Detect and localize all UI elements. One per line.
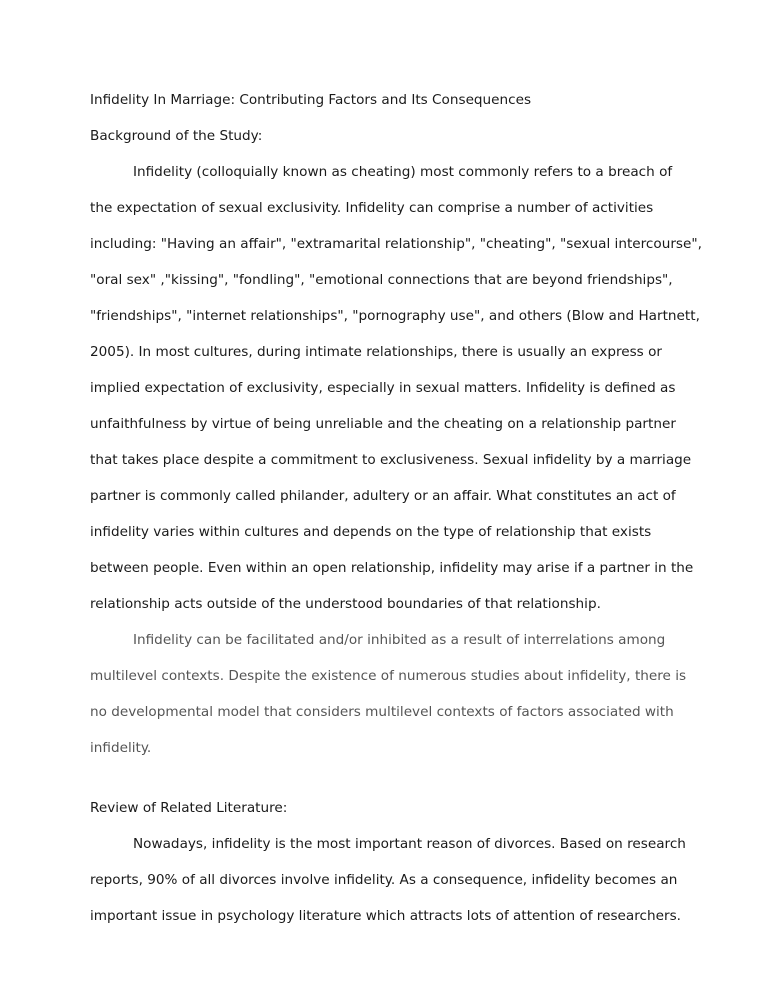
paragraph-line: important issue in psychology literature which attracts lots of attention of researchers. [90, 908, 681, 924]
paragraph-line: between people. Even within an open relationship, infidelity may arise if a partner in the [90, 560, 694, 576]
background-heading: Background of the Study: [90, 128, 263, 144]
paragraph-line: reports, 90% of all divorces involve infidelity. As a consequence, infidelity becomes an [90, 872, 678, 888]
paragraph-line: infidelity. [90, 740, 152, 756]
paragraph-line: including: "Having an affair", "extramarital relationship", "cheating", "sexual intercourse", [90, 236, 702, 252]
paragraph-line: that takes place despite a commitment to exclusiveness. Sexual infidelity by a marriage [90, 452, 692, 468]
review-heading: Review of Related Literature: [90, 800, 288, 816]
paragraph-line: 2005). In most cultures, during intimate relationships, there is usually an express or [90, 344, 662, 360]
paragraph-line: "friendships", "internet relationships", "pornography use", and others (Blow and Hartnett, [90, 308, 700, 324]
document-title: Infidelity In Marriage: Contributing Factors and Its Consequences [90, 92, 532, 108]
paragraph-line: Nowadays, infidelity is the most important reason of divorces. Based on research [133, 836, 686, 852]
paragraph-line: infidelity varies within cultures and depends on the type of relationship that exists [90, 524, 652, 540]
paragraph-line: implied expectation of exclusivity, especially in sexual matters. Infidelity is defined as [90, 380, 676, 396]
paragraph-line: no developmental model that considers multilevel contexts of factors associated with [90, 704, 674, 720]
paragraph-line: the expectation of sexual exclusivity. Infidelity can comprise a number of activities [90, 200, 654, 216]
paragraph-line: multilevel contexts. Despite the existence of numerous studies about infidelity, there is [90, 668, 687, 684]
paragraph-line: "oral sex" ,"kissing", "fondling", "emotional connections that are beyond friendships", [90, 272, 673, 288]
paragraph-line: unfaithfulness by virtue of being unreliable and the cheating on a relationship partner [90, 416, 676, 432]
paragraph-line: relationship acts outside of the understood boundaries of that relationship. [90, 596, 601, 612]
paragraph-line: partner is commonly called philander, adultery or an affair. What constitutes an act of [90, 488, 676, 504]
paragraph-line: Infidelity (colloquially known as cheating) most commonly refers to a breach of [133, 164, 673, 180]
paragraph-line: Infidelity can be facilitated and/or inhibited as a result of interrelations among [133, 632, 666, 648]
